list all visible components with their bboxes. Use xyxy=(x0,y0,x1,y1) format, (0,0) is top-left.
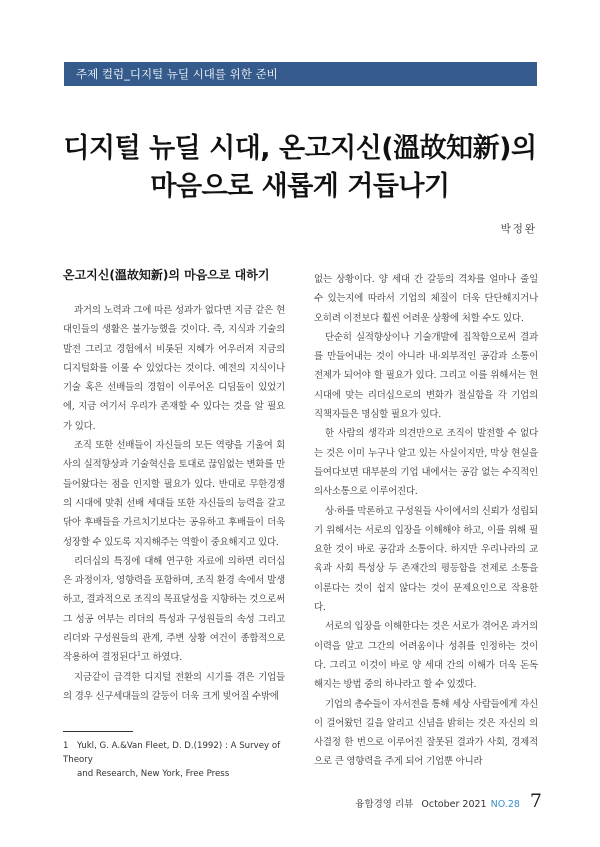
journal-name: 융합경영 리뷰 xyxy=(355,799,414,810)
article-title-line-1: 디지털 뉴딜 시대, 온고지신(溫故知新)의 xyxy=(63,133,537,164)
left-column xyxy=(63,301,285,706)
footnote xyxy=(63,739,303,781)
paragraph: 서로의 입장을 이해한다는 것은 서로가 겪어온 과거의 이력을 알고 그간의 어려움이나 성취를 인정하는 것이다. 그리고 이것이 바로 양 세대 간의 이해가 더욱 돈독해지는 방법 중의 하나라고 할 수 있겠다. xyxy=(314,621,538,691)
paragraph-text: 리더십의 특징에 대해 연구한 자료에 의하면 리더십은 과정이자, 영향력을 포함하며, 조직 환경 속에서 발생하고, 결과적으로 조직의 목표달성을 지향하는 것으로써 그 성공 여부는 리더의 특성과 구성원들의 속성 그리고 리더와 구성원들의 관계, 주변 상황 여건이 종합적으로 작용하여 결정된다 xyxy=(63,555,285,664)
issue-number: NO.28 xyxy=(490,799,520,810)
footnote-divider xyxy=(63,731,133,732)
article-title-line-2: 마음으로 새롭게 거듭나기 xyxy=(150,171,450,202)
section-heading: 온고지신(溫故知新)의 마음으로 대하기 xyxy=(63,268,270,282)
paragraph-text-tail: 고 하였다. xyxy=(140,652,183,664)
paragraph: 상·하를 막론하고 구성원들 사이에서의 신뢰가 성립되기 위해서는 서로의 입장을 이해해야 하고, 이를 위해 필요한 것이 바로 공감과 소통이다. 하지만 우리나라의 교육과 사회 특성상 두 존재간의 평등함을 전제로 소통을 이룬다는 것이 쉽지 않다는 것이 문제요인으로 작용한다. xyxy=(314,505,538,614)
author-name: 박정완 xyxy=(500,223,537,235)
article-title xyxy=(0,130,600,206)
paragraph xyxy=(63,552,285,668)
page-number: 7 xyxy=(529,790,542,812)
footnote-reference[interactable]: 1 xyxy=(137,651,141,659)
section-banner: 주제 컬럼_디지털 뉴딜 시대를 위한 준비 xyxy=(64,62,537,86)
footnote-text-continued: and Research, New York, Free Press xyxy=(77,769,230,779)
paragraph: 단순히 실적향상이나 기술개발에 집착함으로써 결과를 만들어내는 것이 아니라 내·외부적인 공감과 소통이 전제가 되어야 할 필요가 있다. 그리고 이를 위해서는 현 시대에 맞는 리더십으로의 변화가 절실함을 각 기업의 직책자들은 명심할 필요가 있다. xyxy=(314,331,538,421)
paragraph: 과거의 노력과 그에 따른 성과가 없다면 지금 같은 현대인들의 생활은 불가능했을 것이다. 즉, 지식과 기술의 발전 그리고 경험에서 비롯된 지혜가 어우러져 지금의 디지털화를 이룰 수 있었다는 것이다. 예전의 지식이나 기술 혹은 선배들의 경험이 이루어온 디딤돌이 있었기에, 지금 여기서 우리가 존재할 수 있다는 것을 알 필요가 있다. xyxy=(63,305,285,432)
paragraph: 지금같이 급격한 디지털 전환의 시기를 겪은 기업들의 경우 신구세대들의 갈등이 더욱 크게 빚어질 수밖에 xyxy=(63,671,285,702)
footnote-text: Yukl, G. A.&Van Fleet, D. D.(1992) : A Survey of Theory xyxy=(63,741,281,765)
right-column xyxy=(314,270,538,772)
paragraph: 기업의 총수들이 자서전을 통해 세상 사람들에게 자신이 걸어왔던 길을 알리고 신념을 밝히는 것은 자신의 의사결정 한 번으로 이루어진 잘못된 결과가 사회, 경제적으로 큰 영향력을 주게 되어 기업뿐 아니라 xyxy=(314,698,538,768)
paragraph: 조직 또한 선배들이 자신들의 모든 역량을 기울여 회사의 실적향상과 기술혁신을 토대로 끊임없는 변화를 만들어왔다는 점을 인지할 필요가 있다. 반대로 무한경쟁의 시대에 맞춰 선배 세대들 또한 자신들의 능력을 갈고 닦아 후배들을 가르치기보다는 공유하고 후배들이 더욱 성장할 수 있도록 지지해주는 역할이 중요해지고 있다. xyxy=(63,440,285,548)
paragraph: 한 사람의 생각과 의견만으로 조직이 발전할 수 없다는 것은 이미 누구나 알고 있는 사실이지만, 막상 현실을 들여다보면 대부분의 기업 내에서는 공감 없는 수직적인 의사소통으로 이루어진다. xyxy=(314,428,538,498)
issue-month: October 2021 xyxy=(421,799,487,810)
page-footer xyxy=(355,790,542,812)
footnote-number: 1 xyxy=(63,741,69,751)
paragraph: 없는 상황이다. 양 세대 간 갈등의 격차를 얼마나 줄일 수 있는지에 따라서 기업의 체질이 더욱 단단해지거나 오히려 이전보다 훨씬 어려운 상황에 처할 수도 있다. xyxy=(314,274,538,324)
